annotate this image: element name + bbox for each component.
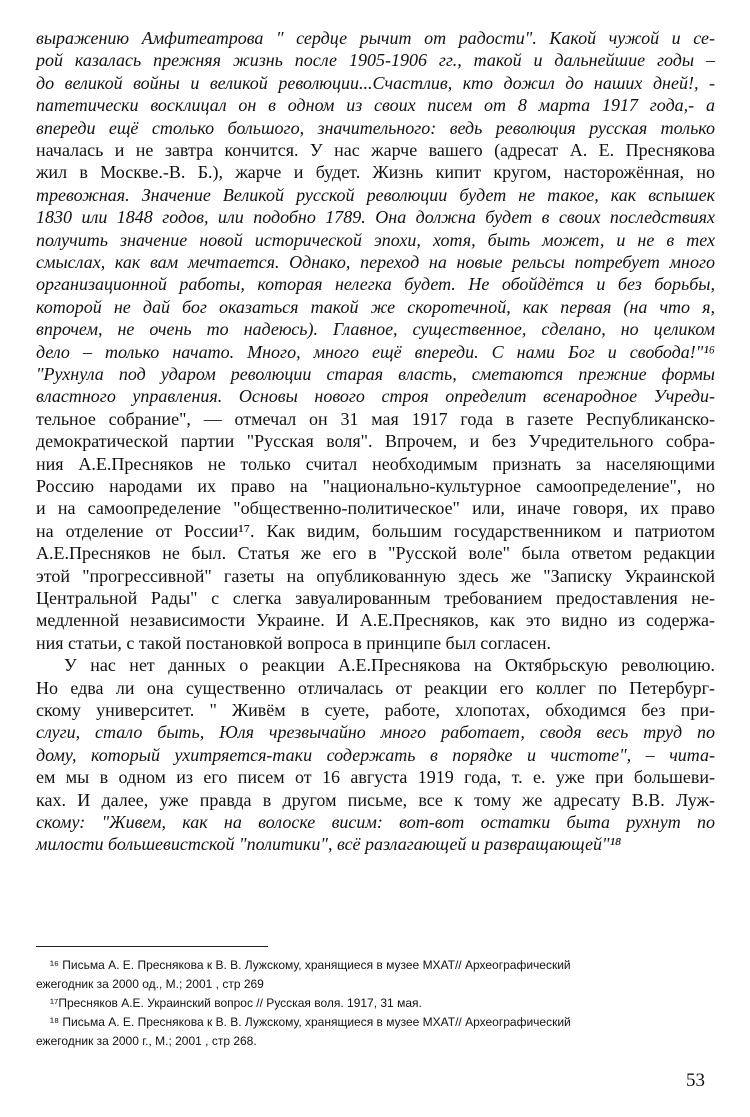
body-line: смыслах, как вам мечтается. Однако, переход на новые рельсы потребует много [36, 252, 715, 272]
body-line: У нас нет данных о реакции А.Е.Преснякова на Октябрьскую революцию. [64, 655, 715, 676]
body-line: скому: "Живем, как на волоске висим: вот-вот остатки быта рухнут по [36, 812, 715, 832]
body-line: выражению Амфитеатрова " сердце рычит от радости". Какой чужой и се- [36, 28, 715, 48]
page-number: 53 [686, 1070, 705, 1091]
body-line: слуги, стало быть, Юля чрезвычайно много работает, сводя весь труд по [36, 722, 715, 743]
footnote-divider [36, 946, 268, 947]
body-line: получить значение новой исторической эпохи, хотя, быть может, и не в тех [36, 229, 715, 250]
body-line: ния А.Е.Пресняков не только считал необходимым признать за населяющими [36, 453, 715, 474]
body-line: ках. И далее, уже правда в другом письме, все к тому же адресату В.В. Луж- [36, 789, 715, 810]
body-line: медленной независимости Украине. И А.Е.Пресняков, как это видно из содержа- [36, 610, 715, 631]
footnote-line: ежегодник за 2000 г., М.; 2001 , стр 268. [36, 1034, 257, 1048]
body-line: организационной работы, которая нелегка будет. Не обойдётся и без борьбы, [36, 274, 715, 295]
footnote-line: ¹⁷Пресняков А.Е. Украинский вопрос // Русская воля. 1917, 31 мая. [50, 996, 422, 1010]
body-line: рой казалась прежняя жизнь после 1905-1906 гг., такой и дальнейшие годы – [36, 50, 715, 71]
body-line: 1830 или 1848 годов, или подобно 1789. Она должна будет в своих последствиях [36, 207, 715, 228]
body-line: ния статьи, с такой постановкой вопроса в принципе был согласен. [36, 632, 552, 653]
body-line: скому университет. " Живём в суете, работе, хлопотах, обходимся без при- [36, 700, 715, 720]
body-line: которой не дай бог оказаться такой же скоротечной, как первая (на что я, [36, 296, 715, 317]
body-line: властного управления. Основы нового строя определит всенародное Учреди- [36, 386, 715, 407]
body-line: тревожная. Значение Великой русской революции будет не такое, как вспышек [36, 184, 715, 205]
footnote-line: ежегодник за 2000 од., М.; 2001 , стр 269 [36, 977, 264, 991]
body-line: тельное собрание", — отмечал он 31 мая 1917 года в газете Республиканско- [36, 408, 715, 429]
body-line: этой "прогрессивной" газеты на опубликованную здесь же "Записку Украинской [36, 565, 715, 586]
body-line: впрочем, не очень то надеюсь). Главное, существенное, сделано, но целиком [36, 319, 715, 340]
body-line: "Рухнула под ударом революции старая власть, сметаются прежние формы [36, 364, 715, 384]
body-line: дому, который ухитряется-таки содержать в порядке и чистоте", – чита- [36, 744, 715, 765]
body-line: дело – только начато. Много, много ещё впереди. С нами Бог и свобода!"¹⁶ [36, 341, 715, 362]
body-line: и на самоопределение "общественно-политическое" или, иначе говоря, их право [36, 498, 715, 519]
body-line: Центральной Рады" с слегка завуалированным требованием предоставления не- [36, 588, 715, 608]
body-line: Но едва ли она существенно отличалась от реакции его коллег по Петербург- [36, 677, 715, 698]
footnote-line: ¹⁸ Письма А. Е. Преснякова к В. В. Лужскому, хранящиеся в музее МХАТ// Археографический [50, 1015, 571, 1029]
body-line: А.Е.Пресняков не был. Статья же его в "Русской воле" была ответом редакции [36, 543, 715, 564]
body-line: началась и не завтра кончится. У нас жарче вашего (адресат А. Е. Преснякова [36, 140, 715, 160]
body-line: Россию народами их право на "национально-культурное самоопределение", но [36, 476, 715, 496]
footnote-line: ¹⁶ Письма А. Е. Преснякова к В. В. Лужскому, хранящиеся в музее МХАТ// Археографический [50, 958, 571, 972]
body-line: впереди ещё столько большого, значительного: ведь революция русская только [36, 117, 715, 138]
body-line: ем мы в одном из его писем от 16 августа 1919 года, т. е. уже при большеви- [36, 767, 715, 788]
body-line: на отделение от России¹⁷. Как видим, большим государственником и патриотом [36, 520, 715, 541]
body-line: патетически восклицал он в одном из своих писем от 8 марта 1917 года,- а [36, 95, 715, 116]
body-line: жил в Москве.-В. Б.), жарче и будет. Жизнь кипит кругом, насторожённая, но [36, 162, 715, 183]
body-line: демократической партии "Русская воля". Впрочем, и без Учредительного собра- [36, 431, 715, 452]
body-line: до великой войны и великой революции...Счастлив, кто дожил до наших дней!, - [36, 72, 715, 93]
body-line: милости большевистской "политики", всё разлагающей и развращающей"¹⁸ [36, 834, 622, 855]
